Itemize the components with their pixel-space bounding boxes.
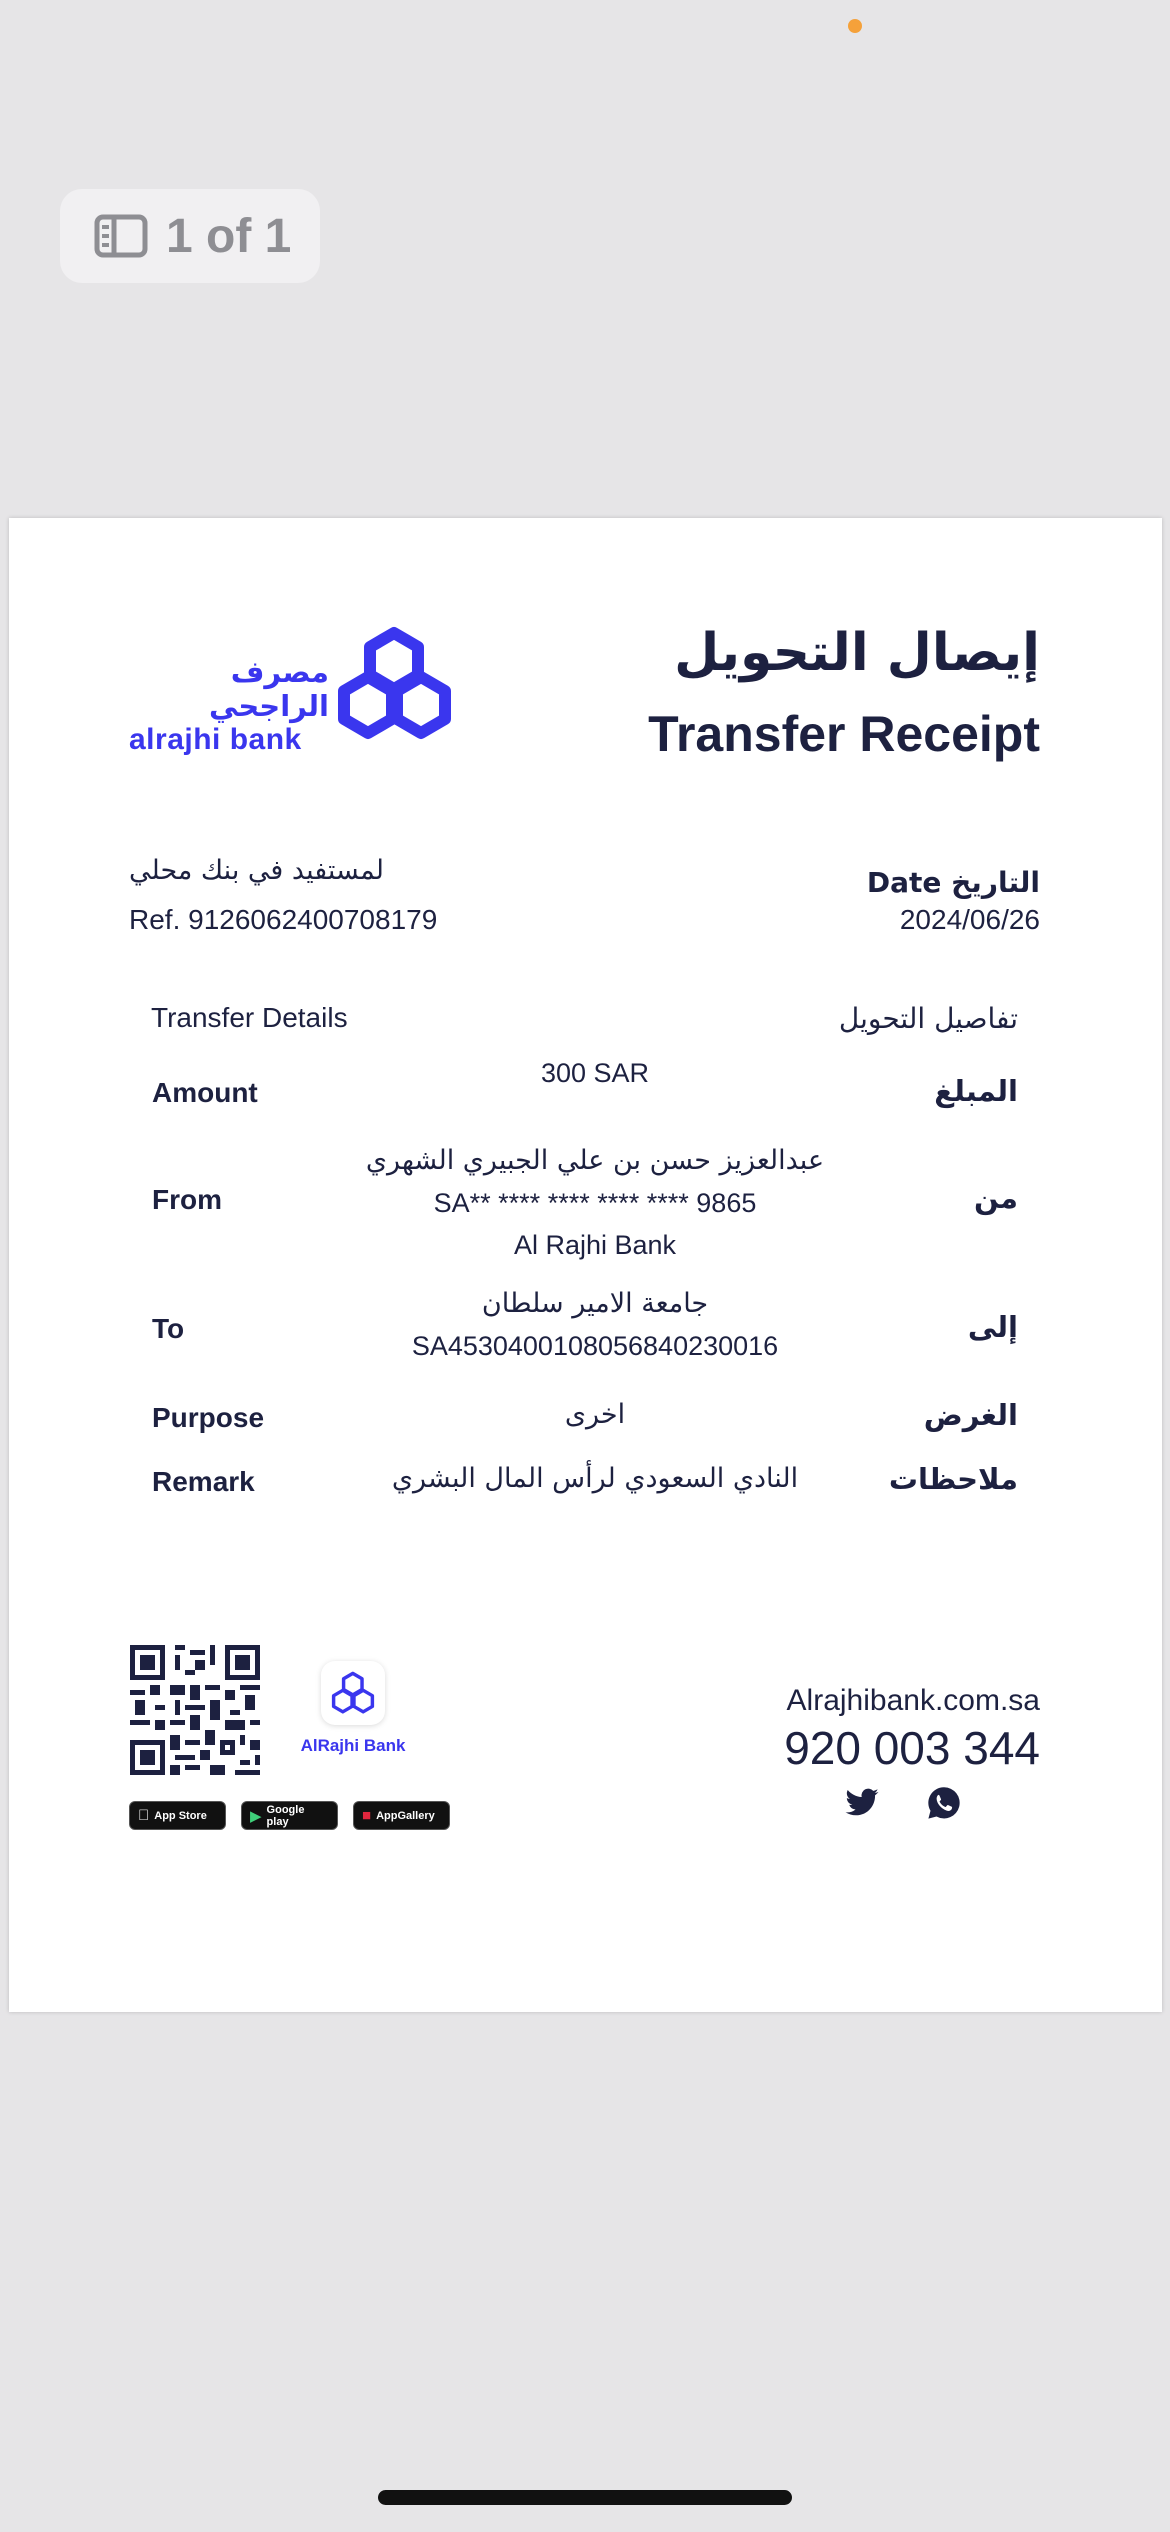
to-value [295,1283,895,1367]
status-indicator-dot [848,19,862,33]
appgallery-badge[interactable] [353,1801,450,1830]
to-label-english: To [152,1313,185,1344]
from-value [295,1140,895,1266]
sender-account: SA** **** **** **** **** 9865 [433,1188,757,1218]
from-label-arabic: من [973,1181,1018,1215]
reference-number: Ref. 9126062400708179 [129,904,438,935]
page-indicator-label: 1 of 1 [166,209,292,263]
details-heading-arabic: تفاصيل التحويل [838,1002,1018,1035]
qr-code-icon[interactable] [130,1645,260,1775]
alrajhi-logo-icon [332,625,457,743]
website-link[interactable]: Alrajhibank.com.sa [786,1684,1040,1717]
social-links [844,1785,962,1821]
title-arabic: إيصال التحويل [674,623,1040,683]
sidebar-icon [94,214,148,258]
from-label-english: From [152,1184,222,1215]
remark-line: النادي السعودي لرأس المال البشري [391,1463,799,1494]
app-icon[interactable] [321,1661,385,1725]
details-heading-english: Transfer Details [151,1002,348,1033]
bank-logo [129,625,459,756]
apple-icon [138,1807,149,1824]
receipt-document [9,518,1162,2012]
huawei-icon: ■ [362,1807,372,1824]
to-label-arabic: إلى [967,1310,1018,1344]
sender-name: عبدالعزيز حسن بن علي الجبيري الشهري [365,1145,825,1176]
twitter-icon[interactable] [844,1785,880,1821]
purpose-line: اخرى [564,1399,626,1430]
sender-bank: Al Rajhi Bank [513,1230,677,1260]
play-icon: ▶ [250,1807,262,1825]
beneficiary-type: لمستفيد في بنك محلي [129,855,384,886]
amount-value [295,1052,895,1094]
home-indicator[interactable] [378,2490,792,2505]
remark-label-arabic: ملاحظات [888,1462,1018,1496]
title-english: Transfer Receipt [648,706,1040,762]
date-value: 2024/06/26 [899,904,1040,935]
purpose-label-english: Purpose [152,1402,265,1433]
purpose-value [295,1394,895,1436]
google-play-badge[interactable] [241,1801,338,1830]
app-name-label: AlRajhi Bank [300,1736,406,1755]
store-badges [129,1801,450,1830]
remark-value [295,1458,895,1500]
remark-label-english: Remark [152,1466,255,1497]
page-indicator[interactable] [60,189,320,283]
recipient-name: جامعة الامير سلطان [481,1288,709,1319]
amount-line: 300 SAR [540,1058,650,1088]
purpose-label-arabic: الغرض [923,1398,1018,1432]
amount-label-arabic: المبلغ [934,1074,1018,1108]
alrajhi-app-logo-icon [329,1669,377,1717]
date-label: Date التاريخ [866,866,1040,899]
logo-english-text: alrajhi bank [129,723,302,756]
whatsapp-icon[interactable] [926,1785,962,1821]
amount-label-english: Amount [152,1077,258,1108]
logo-arabic-text: مصرف الراجحي [209,655,329,723]
recipient-iban: SA4530400108056840230016 [411,1331,779,1361]
appgallery-badge-label: AppGallery [376,1809,435,1822]
google-play-badge-label: Google play [266,1803,305,1828]
app-store-badge-label: App Store [143,1809,196,1822]
app-store-badge[interactable] [129,1801,226,1830]
phone-number[interactable]: 920 003 344 [784,1722,1040,1774]
